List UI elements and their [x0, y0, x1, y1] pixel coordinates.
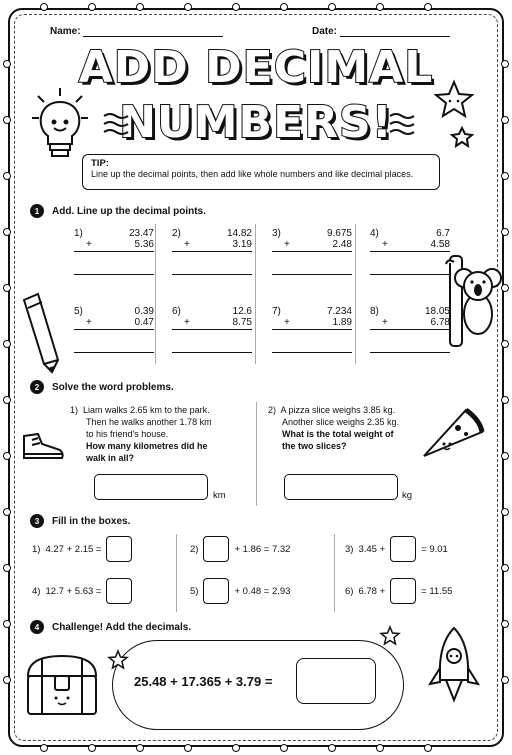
date-label: Date:: [312, 26, 338, 37]
border-bead: [3, 564, 11, 572]
section-1-title: Add. Line up the decimal points.: [52, 205, 206, 217]
eq3-before: 3.45 +: [358, 543, 386, 555]
problem-addend-a: 7.234: [326, 306, 352, 317]
fill-equation-6: [345, 578, 452, 604]
problem-number: 8): [370, 306, 379, 317]
page-title-line1: ADD DECIMAL: [78, 42, 434, 93]
eq5-text: + 0.48 = 2.93: [234, 585, 291, 597]
problem-answer-line[interactable]: [272, 274, 352, 275]
border-bead: [3, 228, 11, 236]
eq2-text: + 1.86 = 7.32: [234, 543, 291, 555]
wp1-question1: How many kilometres did he: [86, 441, 208, 451]
plus-sign: +: [284, 317, 290, 328]
problem-number: 5): [74, 306, 83, 317]
problem-answer-line[interactable]: [172, 274, 252, 275]
border-bead: [280, 744, 288, 752]
problem-addend-b: 3.19: [232, 239, 252, 250]
problem-addend-a: 6.7: [436, 228, 450, 239]
border-bead: [501, 676, 509, 684]
problem-addend-a: 14.82: [226, 228, 252, 239]
wp2-number: 2): [268, 405, 277, 415]
addition-problem: [272, 228, 352, 275]
border-bead: [501, 620, 509, 628]
wp1-line2: Then he walks another 1.78 km: [86, 417, 212, 427]
border-bead: [232, 744, 240, 752]
border-bead: [501, 396, 509, 404]
pencil-icon: [18, 290, 62, 374]
word-problem-2: [268, 404, 399, 452]
problem-number: 4): [370, 228, 379, 239]
eq4-number: 4): [32, 585, 41, 597]
border-bead: [184, 744, 192, 752]
section-3-title: Fill in the boxes.: [52, 515, 131, 527]
addition-problem: [172, 306, 252, 353]
border-bead: [376, 744, 384, 752]
name-field[interactable]: [50, 26, 223, 37]
wp2-line2: Another slice weighs 2.35 kg.: [282, 417, 400, 427]
eq4-text: 12.7 + 5.63 =: [45, 585, 102, 597]
border-bead: [3, 620, 11, 628]
challenge-answer-box[interactable]: [296, 658, 376, 704]
border-bead: [501, 172, 509, 180]
column-divider: [334, 534, 335, 612]
border-bead: [3, 452, 11, 460]
column-divider: [176, 534, 177, 612]
border-bead: [328, 744, 336, 752]
fill-equation-5: [190, 578, 290, 604]
addition-problem: [272, 306, 352, 353]
section-1-heading: [30, 204, 206, 218]
rocket-icon: [424, 624, 484, 720]
sparkle-lines-left-icon: [100, 108, 130, 138]
fill-equation-4: [32, 578, 132, 604]
eq5-answer-box[interactable]: [203, 578, 229, 604]
wp1-line1: Liam walks 2.65 km to the park.: [83, 405, 210, 415]
eq3-number: 3): [345, 543, 354, 555]
section-4-number: 4: [30, 620, 44, 634]
problem-answer-line[interactable]: [74, 352, 154, 353]
page-title-line2: NUMBERS!: [119, 97, 393, 148]
fill-equation-2: [190, 536, 290, 562]
border-bead: [501, 452, 509, 460]
koala-icon: [440, 252, 500, 348]
section-2-number: 2: [30, 380, 44, 394]
section-3-number: 3: [30, 514, 44, 528]
problem-answer-line[interactable]: [272, 352, 352, 353]
problem-number: 1): [74, 228, 83, 239]
plus-sign: +: [86, 317, 92, 328]
problem-answer-line[interactable]: [74, 274, 154, 275]
eq2-answer-box[interactable]: [203, 536, 229, 562]
border-bead: [88, 744, 96, 752]
border-bead: [40, 3, 48, 11]
star-icon: [380, 626, 400, 646]
problem-number: 2): [172, 228, 181, 239]
column-divider: [256, 402, 257, 506]
problem-number: 7): [272, 306, 281, 317]
border-bead: [501, 340, 509, 348]
problem-number: 3): [272, 228, 281, 239]
border-bead: [501, 228, 509, 236]
problem-addend-b: 8.75: [232, 317, 252, 328]
name-line[interactable]: [83, 36, 223, 37]
problem-addend-a: 0.39: [134, 306, 154, 317]
word-problem-1: [70, 404, 212, 464]
section-1-number: 1: [30, 204, 44, 218]
name-label: Name:: [50, 26, 81, 37]
border-bead: [232, 3, 240, 11]
problem-addend-a: 9.675: [326, 228, 352, 239]
wp2-question2: the two slices?: [282, 441, 347, 451]
pizza-icon: [418, 404, 488, 464]
addition-problem: [370, 228, 450, 275]
border-bead: [376, 3, 384, 11]
tip-text: Line up the decimal points, then add like whole numbers and like decimal places.: [91, 169, 414, 179]
column-divider: [355, 224, 356, 364]
wp1-line3: to his friend's house.: [86, 429, 169, 439]
border-bead: [184, 3, 192, 11]
date-field[interactable]: [312, 26, 450, 37]
addition-problem: [74, 228, 154, 275]
problem-addend-b: 0.47: [134, 317, 154, 328]
border-bead: [3, 396, 11, 404]
wp1-unit: km: [213, 490, 226, 501]
section-2-heading: [30, 380, 174, 394]
plus-sign: +: [184, 317, 190, 328]
problem-addend-b: 2.48: [332, 239, 352, 250]
problem-addend-a: 18.05: [424, 306, 450, 317]
problem-addend-b: 5.36: [134, 239, 154, 250]
tip-label: TIP:: [91, 158, 109, 169]
problem-answer-line[interactable]: [172, 352, 252, 353]
plus-sign: +: [184, 239, 190, 250]
eq4-answer-box[interactable]: [106, 578, 132, 604]
addition-problem: [370, 306, 450, 353]
challenge-expression: 25.48 + 17.365 + 3.79 =: [134, 674, 273, 689]
problem-addend-b: 4.58: [430, 239, 450, 250]
problem-addend-b: 6.78: [430, 317, 450, 328]
section-2-title: Solve the word problems.: [52, 381, 174, 393]
border-bead: [3, 340, 11, 348]
problem-number: 6): [172, 306, 181, 317]
border-bead: [136, 3, 144, 11]
plus-sign: +: [86, 239, 92, 250]
wp2-unit: kg: [402, 490, 413, 501]
border-bead: [424, 744, 432, 752]
eq3-after: = 9.01: [421, 543, 448, 555]
eq3-answer-box[interactable]: [390, 536, 416, 562]
eq1-text: 4.27 + 2.15 =: [45, 543, 102, 555]
problem-addend-a: 12.6: [232, 306, 252, 317]
border-bead: [3, 676, 11, 684]
eq6-answer-box[interactable]: [390, 578, 416, 604]
border-bead: [501, 508, 509, 516]
problem-addend-b: 1.89: [332, 317, 352, 328]
border-bead: [328, 3, 336, 11]
wp2-line1: A pizza slice weighs 3.85 kg.: [280, 405, 396, 415]
border-bead: [40, 744, 48, 752]
border-bead: [501, 284, 509, 292]
section-4-title: Challenge! Add the decimals.: [52, 621, 192, 633]
border-bead: [136, 744, 144, 752]
border-bead: [280, 3, 288, 11]
wp2-answer-box[interactable]: [284, 474, 398, 500]
border-bead: [3, 508, 11, 516]
fill-equation-1: [32, 536, 132, 562]
eq5-number: 5): [190, 585, 199, 597]
eq1-number: 1): [32, 543, 41, 555]
sparkle-lines-right-icon: [388, 108, 418, 138]
wp1-number: 1): [70, 405, 79, 415]
lightbulb-icon: [30, 86, 90, 162]
eq6-number: 6): [345, 585, 354, 597]
section-3-heading: [30, 514, 130, 528]
fill-equation-3: [345, 536, 448, 562]
plus-sign: +: [284, 239, 290, 250]
eq6-before: 6.78 +: [358, 585, 386, 597]
problem-answer-line[interactable]: [370, 352, 450, 353]
addition-problem: [74, 306, 154, 353]
wp1-answer-box[interactable]: [94, 474, 208, 500]
problem-answer-line[interactable]: [370, 274, 450, 275]
date-line[interactable]: [340, 36, 450, 37]
treasure-chest-icon: [22, 650, 104, 720]
addition-problem: [172, 228, 252, 275]
section-4-heading: [30, 620, 191, 634]
eq2-number: 2): [190, 543, 199, 555]
sneaker-icon: [20, 426, 66, 466]
wp1-question2: walk in all?: [86, 453, 135, 463]
star-icon: [108, 650, 128, 670]
eq1-answer-box[interactable]: [106, 536, 132, 562]
column-divider: [155, 224, 156, 364]
plus-sign: +: [382, 239, 388, 250]
plus-sign: +: [382, 317, 388, 328]
border-bead: [88, 3, 96, 11]
star-icon: [432, 80, 478, 150]
border-bead: [3, 284, 11, 292]
border-bead: [424, 3, 432, 11]
wp2-question1: What is the total weight of: [282, 429, 394, 439]
border-bead: [501, 564, 509, 572]
tip-box: [82, 154, 440, 190]
problem-addend-a: 23.47: [128, 228, 154, 239]
border-bead: [3, 172, 11, 180]
column-divider: [255, 224, 256, 364]
eq6-after: = 11.55: [421, 585, 453, 597]
